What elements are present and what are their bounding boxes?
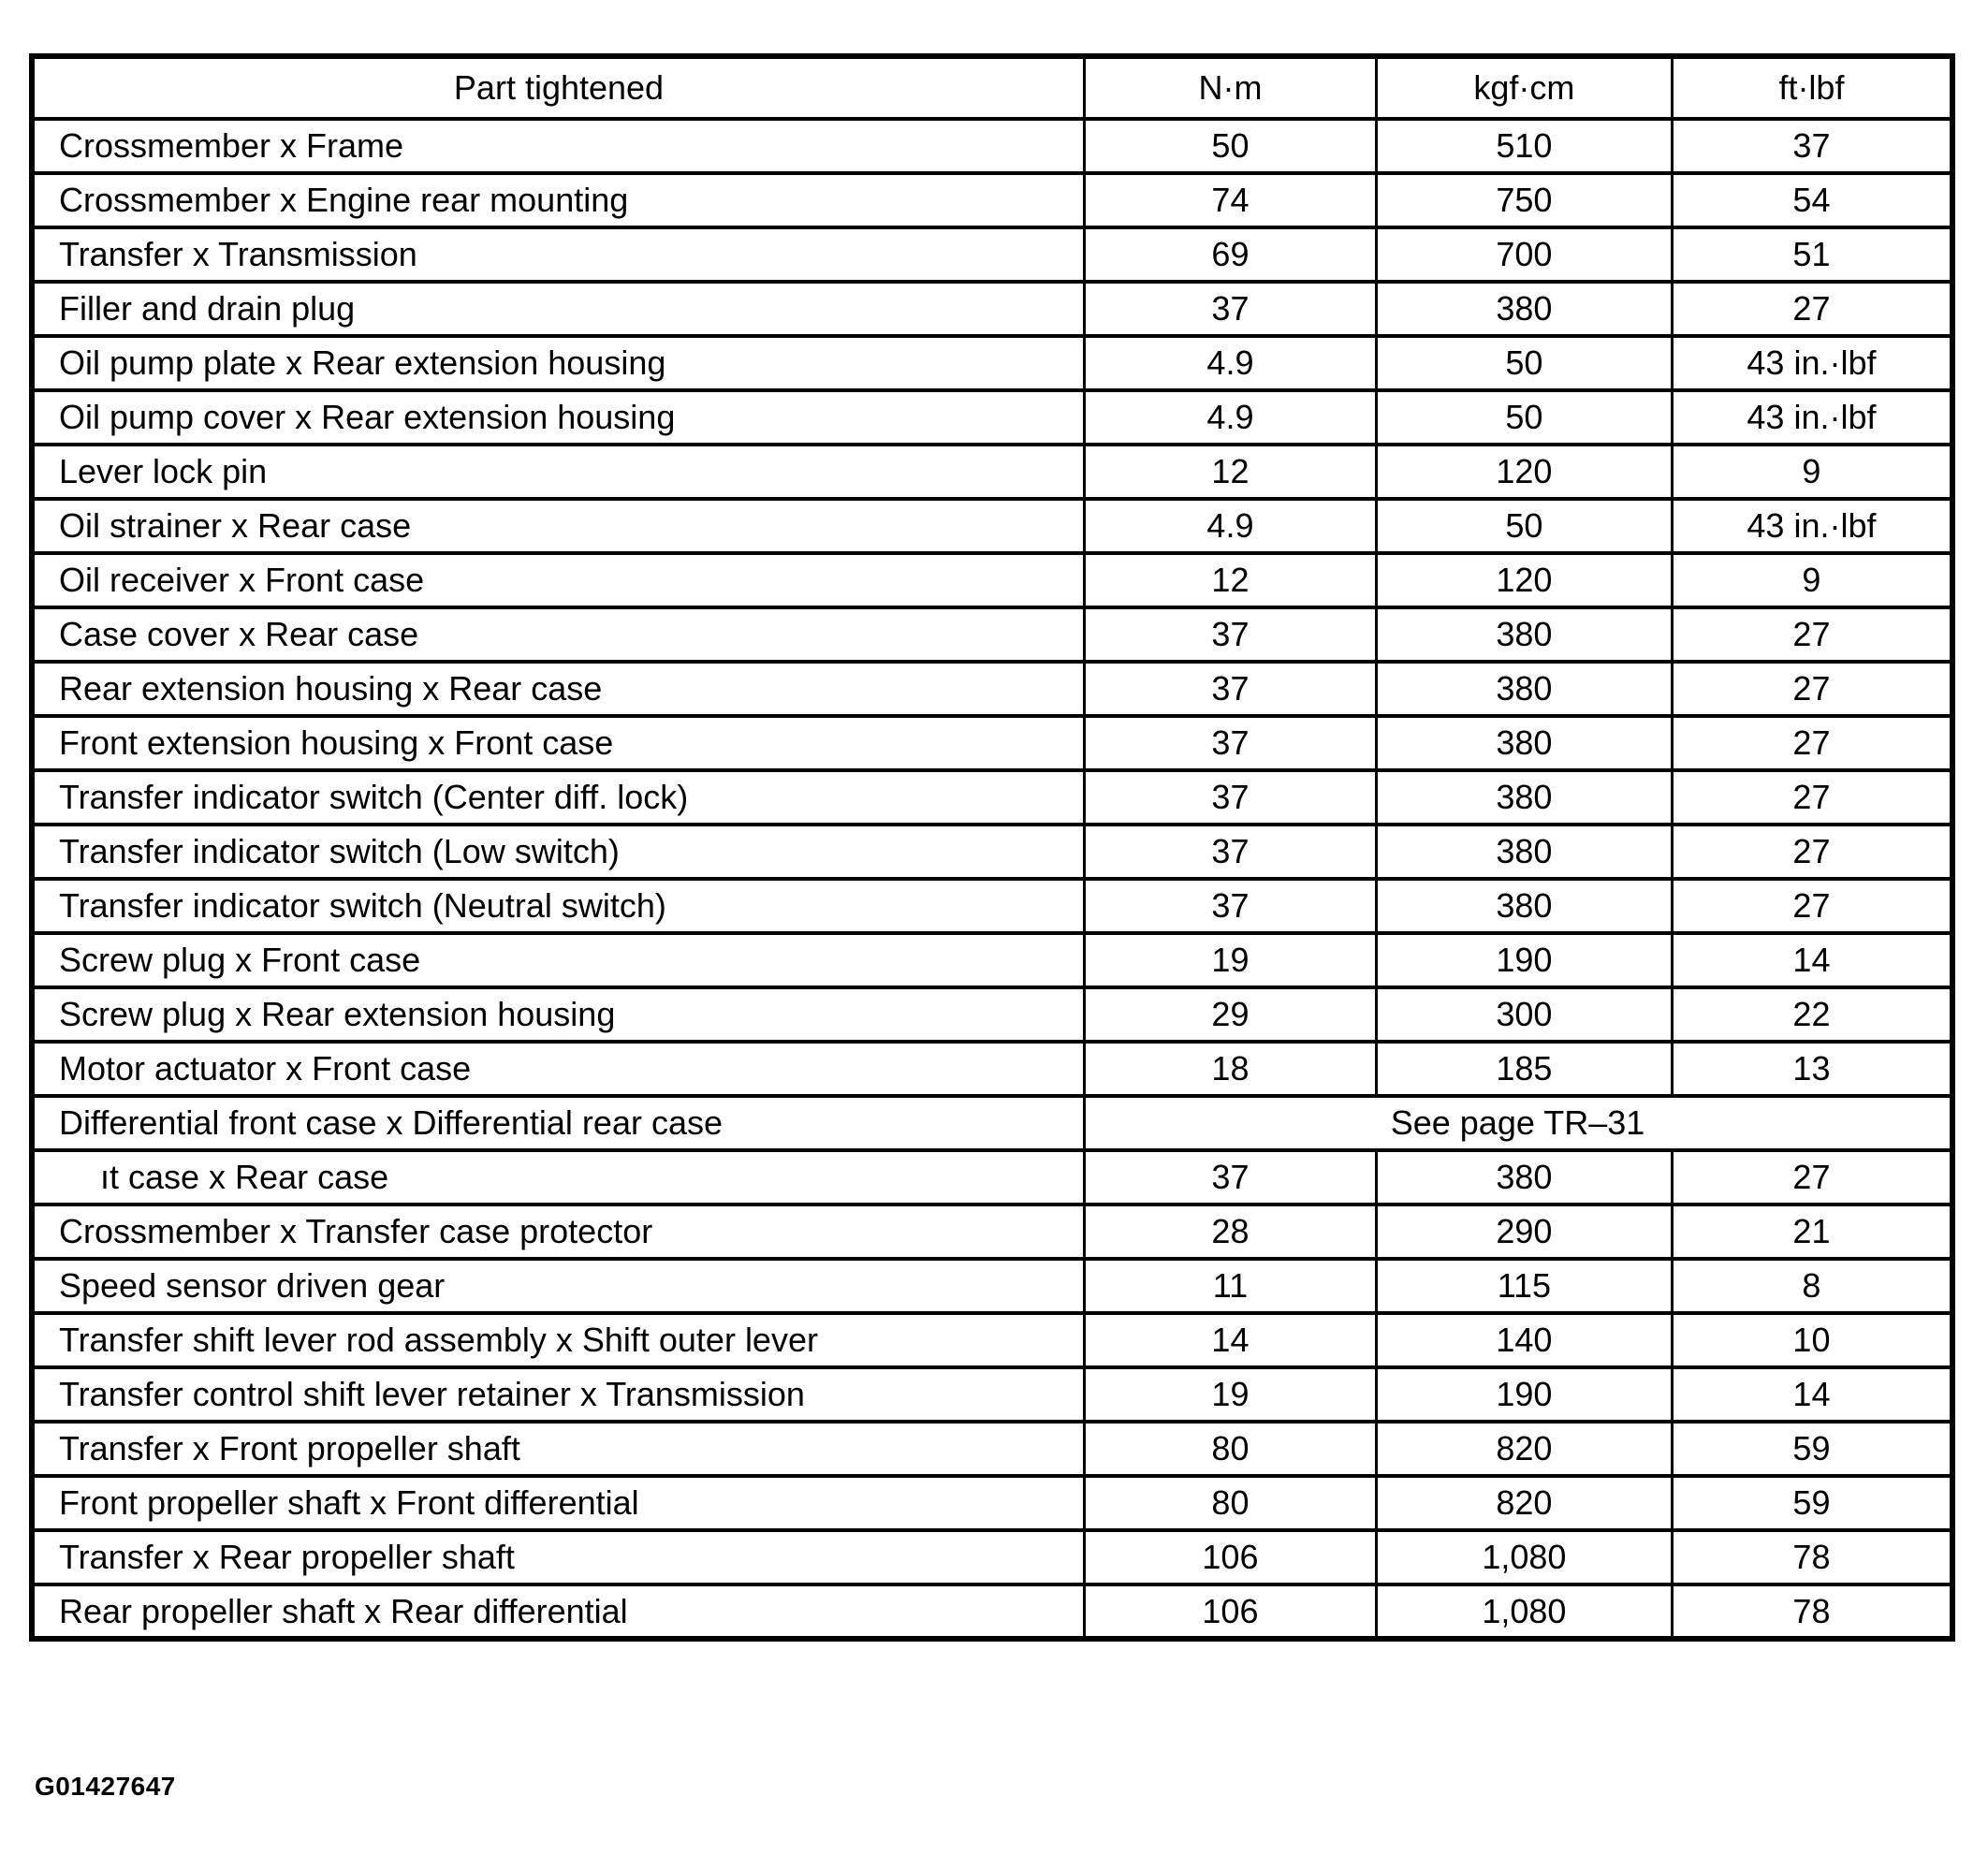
kgfcm-value-cell: 120 — [1376, 553, 1672, 607]
table-row — [32, 607, 1952, 662]
col-header-ftlbf: ft·lbf — [1672, 56, 1952, 119]
part-name-cell: Transfer control shift lever retainer x Transmission — [32, 1367, 1085, 1422]
table-row — [32, 227, 1952, 282]
kgfcm-value-cell: 380 — [1376, 716, 1672, 770]
kgfcm-value-cell: 290 — [1376, 1205, 1672, 1259]
part-name-cell: Transfer x Transmission — [32, 227, 1085, 282]
kgfcm-value-cell: 190 — [1376, 933, 1672, 987]
ftlbf-value-cell: 27 — [1672, 825, 1952, 879]
table-row — [32, 879, 1952, 933]
ftlbf-value-cell: 27 — [1672, 770, 1952, 825]
part-name-cell: Differential front case x Differential rear case — [32, 1096, 1085, 1150]
nm-value-cell: 106 — [1085, 1584, 1377, 1639]
ftlbf-value-cell: 78 — [1672, 1584, 1952, 1639]
part-name-cell: Case cover x Rear case — [32, 607, 1085, 662]
kgfcm-value-cell: 820 — [1376, 1422, 1672, 1476]
nm-value-cell: 74 — [1085, 173, 1377, 227]
nm-value-cell: 4.9 — [1085, 499, 1377, 553]
kgfcm-value-cell: 750 — [1376, 173, 1672, 227]
table-row — [32, 1584, 1952, 1639]
nm-value-cell: 106 — [1085, 1530, 1377, 1584]
kgfcm-value-cell: 190 — [1376, 1367, 1672, 1422]
table-row — [32, 336, 1952, 390]
ftlbf-value-cell: 27 — [1672, 879, 1952, 933]
col-header-kgfcm: kgf·cm — [1376, 56, 1672, 119]
kgfcm-value-cell: 50 — [1376, 499, 1672, 553]
table-row — [32, 282, 1952, 336]
kgfcm-value-cell: 380 — [1376, 607, 1672, 662]
ftlbf-value-cell: 14 — [1672, 933, 1952, 987]
kgfcm-value-cell: 300 — [1376, 987, 1672, 1042]
kgfcm-value-cell: 510 — [1376, 119, 1672, 173]
table-row — [32, 119, 1952, 173]
table-row — [32, 825, 1952, 879]
nm-value-cell: 37 — [1085, 607, 1377, 662]
part-name-cell: Transfer x Front propeller shaft — [32, 1422, 1085, 1476]
part-name-cell: Oil pump cover x Rear extension housing — [32, 390, 1085, 445]
see-page-note-cell: See page TR–31 — [1085, 1096, 1953, 1150]
nm-value-cell: 37 — [1085, 1150, 1377, 1205]
ftlbf-value-cell: 59 — [1672, 1476, 1952, 1530]
nm-value-cell: 19 — [1085, 933, 1377, 987]
ftlbf-value-cell: 27 — [1672, 607, 1952, 662]
ftlbf-value-cell: 78 — [1672, 1530, 1952, 1584]
nm-value-cell: 29 — [1085, 987, 1377, 1042]
nm-value-cell: 37 — [1085, 716, 1377, 770]
part-name-cell: Motor actuator x Front case — [32, 1042, 1085, 1096]
part-name-cell: ıt case x Rear case — [32, 1150, 1085, 1205]
nm-value-cell: 80 — [1085, 1422, 1377, 1476]
ftlbf-value-cell: 27 — [1672, 662, 1952, 716]
kgfcm-value-cell: 380 — [1376, 662, 1672, 716]
part-name-cell: Crossmember x Transfer case protector — [32, 1205, 1085, 1259]
ftlbf-value-cell: 21 — [1672, 1205, 1952, 1259]
part-name-cell: Transfer shift lever rod assembly x Shift outer lever — [32, 1313, 1085, 1367]
col-header-part: Part tightened — [32, 56, 1085, 119]
part-name-cell: Crossmember x Engine rear mounting — [32, 173, 1085, 227]
table-row — [32, 1096, 1952, 1150]
part-name-cell: Transfer x Rear propeller shaft — [32, 1530, 1085, 1584]
nm-value-cell: 37 — [1085, 825, 1377, 879]
part-name-cell: Screw plug x Rear extension housing — [32, 987, 1085, 1042]
kgfcm-value-cell: 700 — [1376, 227, 1672, 282]
kgfcm-value-cell: 380 — [1376, 770, 1672, 825]
nm-value-cell: 14 — [1085, 1313, 1377, 1367]
part-name-cell: Speed sensor driven gear — [32, 1259, 1085, 1313]
kgfcm-value-cell: 50 — [1376, 390, 1672, 445]
nm-value-cell: 18 — [1085, 1042, 1377, 1096]
ftlbf-value-cell: 59 — [1672, 1422, 1952, 1476]
table-row — [32, 1476, 1952, 1530]
kgfcm-value-cell: 380 — [1376, 879, 1672, 933]
kgfcm-value-cell: 380 — [1376, 825, 1672, 879]
nm-value-cell: 37 — [1085, 662, 1377, 716]
nm-value-cell: 11 — [1085, 1259, 1377, 1313]
table-row — [32, 1530, 1952, 1584]
kgfcm-value-cell: 380 — [1376, 1150, 1672, 1205]
table-row — [32, 1150, 1952, 1205]
nm-value-cell: 19 — [1085, 1367, 1377, 1422]
nm-value-cell: 12 — [1085, 445, 1377, 499]
table-row — [32, 770, 1952, 825]
header-row — [32, 56, 1952, 119]
kgfcm-value-cell: 1,080 — [1376, 1530, 1672, 1584]
ftlbf-value-cell: 14 — [1672, 1367, 1952, 1422]
nm-value-cell: 4.9 — [1085, 390, 1377, 445]
ftlbf-value-cell: 27 — [1672, 1150, 1952, 1205]
table-row — [32, 1042, 1952, 1096]
table-row — [32, 499, 1952, 553]
ftlbf-value-cell: 43 in.·lbf — [1672, 336, 1952, 390]
table-row — [32, 390, 1952, 445]
nm-value-cell: 50 — [1085, 119, 1377, 173]
ftlbf-value-cell: 22 — [1672, 987, 1952, 1042]
part-name-cell: Crossmember x Frame — [32, 119, 1085, 173]
nm-value-cell: 28 — [1085, 1205, 1377, 1259]
nm-value-cell: 4.9 — [1085, 336, 1377, 390]
kgfcm-value-cell: 140 — [1376, 1313, 1672, 1367]
part-name-cell: Lever lock pin — [32, 445, 1085, 499]
kgfcm-value-cell: 50 — [1376, 336, 1672, 390]
ftlbf-value-cell: 8 — [1672, 1259, 1952, 1313]
part-name-cell: Transfer indicator switch (Low switch) — [32, 825, 1085, 879]
table-row — [32, 662, 1952, 716]
ftlbf-value-cell: 13 — [1672, 1042, 1952, 1096]
ftlbf-value-cell: 27 — [1672, 282, 1952, 336]
nm-value-cell: 37 — [1085, 879, 1377, 933]
table-row — [32, 1259, 1952, 1313]
kgfcm-value-cell: 115 — [1376, 1259, 1672, 1313]
part-name-cell: Oil strainer x Rear case — [32, 499, 1085, 553]
table-row — [32, 553, 1952, 607]
torque-spec-table — [29, 53, 1955, 1642]
part-name-cell: Oil receiver x Front case — [32, 553, 1085, 607]
table-row — [32, 716, 1952, 770]
part-name-cell: Transfer indicator switch (Neutral switch) — [32, 879, 1085, 933]
ftlbf-value-cell: 10 — [1672, 1313, 1952, 1367]
part-name-cell: Front extension housing x Front case — [32, 716, 1085, 770]
kgfcm-value-cell: 380 — [1376, 282, 1672, 336]
kgfcm-value-cell: 185 — [1376, 1042, 1672, 1096]
col-header-nm: N·m — [1085, 56, 1377, 119]
ftlbf-value-cell: 54 — [1672, 173, 1952, 227]
nm-value-cell: 37 — [1085, 282, 1377, 336]
nm-value-cell: 12 — [1085, 553, 1377, 607]
table-row — [32, 1367, 1952, 1422]
figure-id: G01427647 — [35, 1772, 176, 1801]
table-row — [32, 173, 1952, 227]
part-name-cell: Rear propeller shaft x Rear differential — [32, 1584, 1085, 1639]
part-name-cell: Transfer indicator switch (Center diff. lock) — [32, 770, 1085, 825]
table-row — [32, 1313, 1952, 1367]
part-name-cell: Front propeller shaft x Front differential — [32, 1476, 1085, 1530]
part-name-cell: Rear extension housing x Rear case — [32, 662, 1085, 716]
part-name-cell: Oil pump plate x Rear extension housing — [32, 336, 1085, 390]
ftlbf-value-cell: 9 — [1672, 445, 1952, 499]
ftlbf-value-cell: 43 in.·lbf — [1672, 499, 1952, 553]
ftlbf-value-cell: 51 — [1672, 227, 1952, 282]
part-name-cell: Filler and drain plug — [32, 282, 1085, 336]
table-row — [32, 1422, 1952, 1476]
kgfcm-value-cell: 1,080 — [1376, 1584, 1672, 1639]
table-row — [32, 987, 1952, 1042]
table-row — [32, 933, 1952, 987]
kgfcm-value-cell: 820 — [1376, 1476, 1672, 1530]
ftlbf-value-cell: 37 — [1672, 119, 1952, 173]
nm-value-cell: 37 — [1085, 770, 1377, 825]
ftlbf-value-cell: 9 — [1672, 553, 1952, 607]
ftlbf-value-cell: 43 in.·lbf — [1672, 390, 1952, 445]
nm-value-cell: 80 — [1085, 1476, 1377, 1530]
part-name-cell: Screw plug x Front case — [32, 933, 1085, 987]
nm-value-cell: 69 — [1085, 227, 1377, 282]
kgfcm-value-cell: 120 — [1376, 445, 1672, 499]
table-row — [32, 1205, 1952, 1259]
ftlbf-value-cell: 27 — [1672, 716, 1952, 770]
table-row — [32, 445, 1952, 499]
